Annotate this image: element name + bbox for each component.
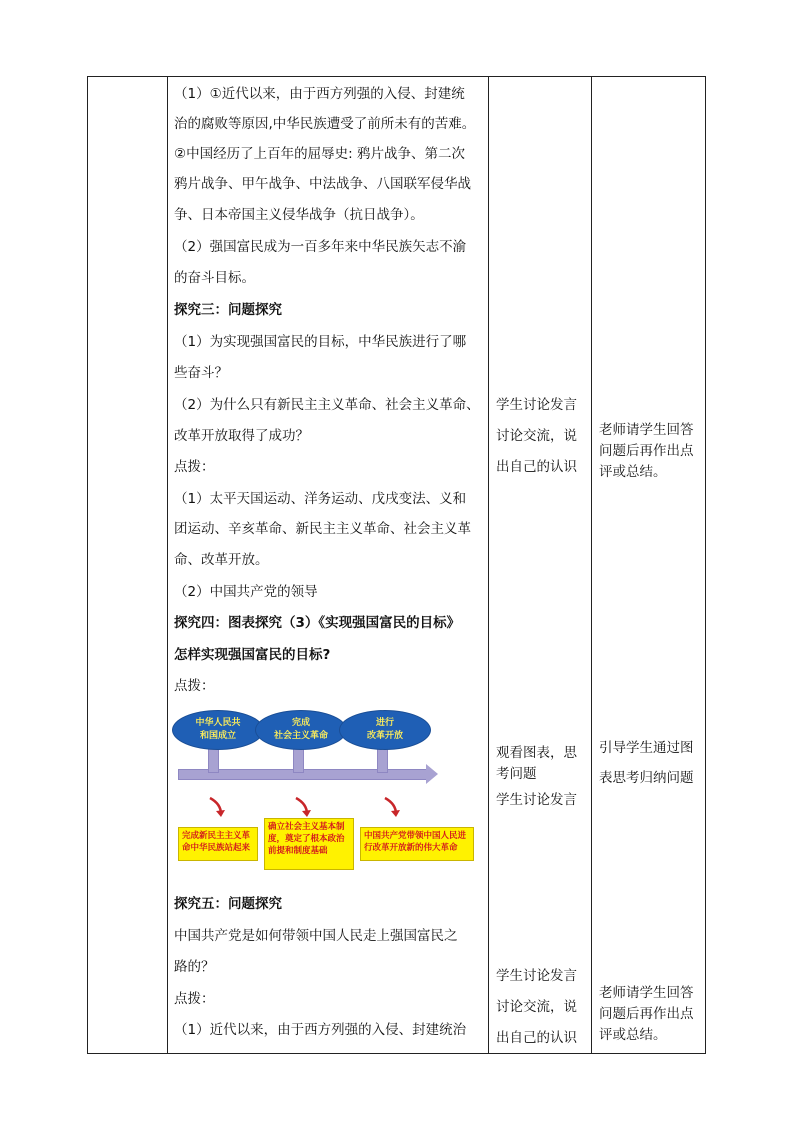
axis-arrowhead: [426, 764, 438, 784]
content-line: （1）太平天国运动、洋务运动、戊戌变法、义和: [174, 491, 467, 507]
column-divider-1: [167, 76, 168, 1054]
column-divider-2: [488, 76, 489, 1054]
content-line: 的奋斗目标。: [174, 270, 255, 286]
result-box: 确立社会主义基本制度，奠定了根本政治前提和制度基础: [264, 818, 354, 870]
milestone-label-line: 中华人民共: [195, 718, 241, 728]
content-line: 改革开放取得了成功？: [174, 428, 309, 444]
teacher-activity-line: 引导学生通过图: [599, 740, 694, 756]
section-heading: 探究三：问题探究: [174, 302, 282, 318]
content-line: 争、日本帝国主义侵华战争（抗日战争）。: [174, 207, 424, 223]
student-activity-line: 讨论交流，说: [496, 999, 577, 1015]
content-line: ②中国经历了上百年的屈辱史: 鸦片战争、第二次: [174, 146, 465, 162]
content-line: 点拨：: [174, 678, 215, 694]
content-line: （1）近代以来，由于西方列强的入侵、封建统治: [174, 1022, 467, 1038]
student-activity-line: 出自己的认识: [496, 1030, 577, 1046]
content-line: （2）强国富民成为一百多年来中华民族矢志不渝: [174, 239, 467, 255]
teacher-activity-line: 表思考归纳问题: [599, 770, 694, 786]
content-line: （1）为实现强国富民的目标，中华民族进行了哪: [174, 334, 467, 350]
milestone-oval: [255, 710, 347, 750]
result-box: 中国共产党带领中国人民进行改革开放新的伟大革命: [360, 827, 474, 861]
content-line: 点拨：: [174, 459, 215, 475]
milestone-label-line: 和国成立: [199, 731, 236, 741]
student-activity-line: 观看图表，思: [496, 745, 577, 761]
teacher-activity-line: 评或总结。: [599, 464, 667, 480]
content-line: 鸦片战争、甲午战争、中法战争、八国联军侵华战: [174, 176, 471, 192]
timeline-diagram: [172, 710, 482, 880]
content-line: 命、改革开放。: [174, 552, 269, 568]
teacher-activity-line: 问题后再作出点: [599, 1006, 694, 1022]
content-line: 中国共产党是如何带领中国人民走上强国富民之: [174, 928, 458, 944]
content-line: （2）中国共产党的领导: [174, 584, 318, 600]
section-heading: 探究四：图表探究（3）《实现强国富民的目标》: [174, 615, 461, 631]
curved-arrow-icon: [207, 796, 227, 818]
milestone-label-line: 进行: [375, 718, 394, 728]
question-line: 怎样实现强国富民的目标?: [174, 647, 331, 663]
milestone-oval: [339, 710, 431, 750]
curved-arrow-icon: [382, 796, 402, 818]
column-divider-3: [591, 76, 592, 1054]
milestone-oval: [172, 710, 264, 750]
teacher-activity-line: 评或总结。: [599, 1027, 667, 1043]
content-line: （2）为什么只有新民主主义革命、社会主义革命、: [174, 397, 480, 413]
student-activity-line: 出自己的认识: [496, 459, 577, 475]
teacher-activity-line: 老师请学生回答: [599, 422, 694, 438]
content-line: 治的腐败等原因,中华民族遭受了前所未有的苦难。: [174, 116, 476, 132]
student-activity-line: 学生讨论发言: [496, 968, 577, 984]
content-line: 点拨：: [174, 991, 215, 1007]
content-line: 团运动、辛亥革命、新民主主义革命、社会主义革: [174, 521, 471, 537]
milestone-label-line: 改革开放: [366, 731, 403, 741]
student-activity-line: 学生讨论发言: [496, 792, 577, 808]
student-activity-line: 讨论交流，说: [496, 428, 577, 444]
content-line: 些奋斗？: [174, 365, 228, 381]
teacher-activity-line: 老师请学生回答: [599, 985, 694, 1001]
milestone-label-line: 社会主义革命: [273, 731, 328, 741]
student-activity-line: 学生讨论发言: [496, 397, 577, 413]
result-box: 完成新民主主义革命中华民族站起来: [178, 827, 258, 861]
teacher-activity-line: 问题后再作出点: [599, 443, 694, 459]
content-line: （1）①近代以来，由于西方列强的入侵、封建统: [174, 86, 465, 102]
milestone-label-line: 完成: [291, 718, 310, 728]
content-line: 路的？: [174, 959, 215, 975]
section-heading: 探究五：问题探究: [174, 896, 282, 912]
student-activity-line: 考问题: [496, 766, 537, 782]
curved-arrow-icon: [293, 796, 313, 818]
